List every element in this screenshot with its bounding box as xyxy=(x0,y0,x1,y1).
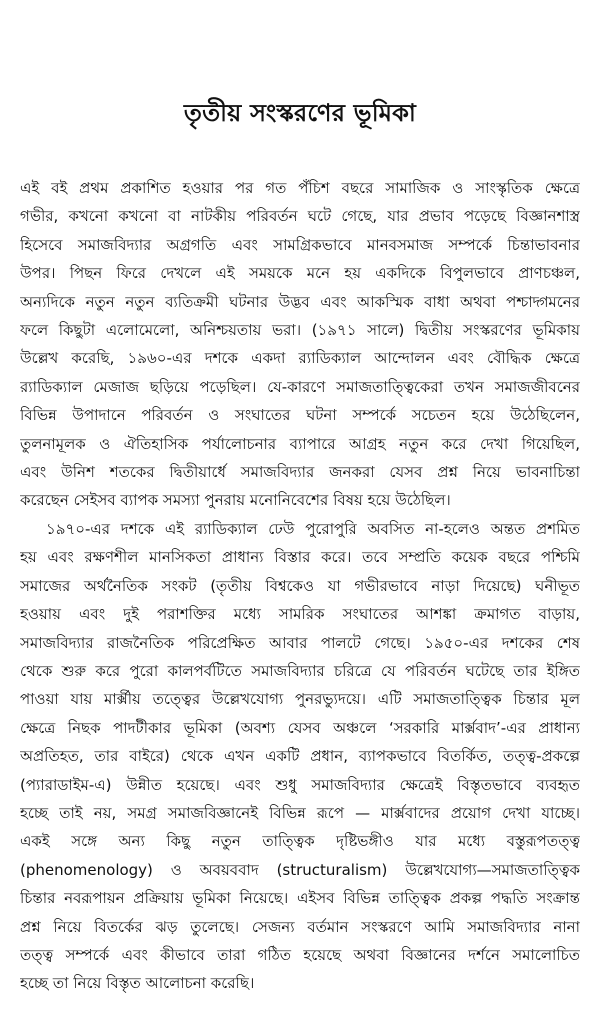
text-line: উল্লেখ করেছি, ১৯৬০-এর দশকে একদা র‍্যাডিক্যাল আন্দোলন এবং বৌদ্ধিক ক্ষেত্রে xyxy=(20,349,580,368)
page-title: তৃতীয় সংস্করণের ভূমিকা xyxy=(183,98,417,127)
text-line: হিসেবে সমাজবিদ্যার অগ্রগতি এবং সামগ্রিকভাবে মানবসমাজ সম্পর্কে চিন্তাভাবনার xyxy=(20,235,580,254)
text-line: অন্যদিকে নতুন নতুন ব্যতিক্রমী ঘটনার উদ্ভব এবং আকস্মিক বাধা অথবা পশ্চাদ্গমনের xyxy=(20,292,580,311)
text-line: করেছেন সেইসব ব্যাপক সমস্যা পুনরায় মনোনিবেশের বিষয় হয়ে উঠেছিল। xyxy=(20,491,451,510)
text-line: অপ্রতিহত, তার বাইরে) থেকে এখন একটি প্রধান, ব্যাপকভাবে বিতর্কিত, তত্ত্ব-প্রকল্পে xyxy=(20,747,580,766)
text-line: বিভিন্ন উপাদানে পরিবর্তন ও সংঘাতের ঘটনা সম্পর্কে সচেতন হয়ে উঠেছিলেন, xyxy=(20,406,580,425)
text-line: তুলনামূলক ও ঐতিহাসিক পর্যালোচনার ব্যাপারে আগ্রহ নতুন করে দেখা গিয়েছিল, xyxy=(20,434,580,453)
text-line: সমাজের অর্থনৈতিক সংকট (তৃতীয় বিশ্বকেও যা গভীরভাবে নাড়া দিয়েছে) ঘনীভূত xyxy=(20,576,580,595)
text-line: তত্ত্ব সম্পর্কে এবং কীভাবে তারা গঠিত হয়েছে অথবা বিজ্ঞানের দর্শনে সমালোচিত xyxy=(20,945,580,964)
preface-body xyxy=(20,174,580,998)
text-line: ১৯৭০-এর দশকে এই র‍্যাডিক্যাল ঢেউ পুরোপুরি অবসিত না-হলেও অন্তত প্রশমিত xyxy=(46,519,580,538)
text-line: হচ্ছে তাই নয়, সমগ্র সমাজবিজ্ঞানেই বিভিন্ন রূপে — মার্ক্সবাদের প্রয়োগ দেখা যাচ্ছে। xyxy=(20,803,580,822)
text-line: গভীর, কখনো কখনো বা নাটকীয় পরিবর্তন ঘটে গেছে, যার প্রভাব পড়েছে বিজ্ঞানশাস্ত্র xyxy=(20,207,580,226)
text-line: এবং উনিশ শতকের দ্বিতীয়ার্ধে সমাজবিদ্যার জনকরা যেসব প্রশ্ন নিয়ে ভাবনাচিন্তা xyxy=(20,463,580,482)
text-line: থেকে শুরু করে পুরো কালপর্বটিতে সমাজবিদ্যার চরিত্রে যে পরিবর্তন ঘটেছে তার ইঙ্গিত xyxy=(20,661,580,680)
text-line: হয় এবং রক্ষণশীল মানসিকতা প্রাধান্য বিস্তার করে। তবে সম্প্রতি কয়েক বছরে পশ্চিমি xyxy=(20,548,580,567)
text-line: (phenomenology) ও অবয়ববাদ (structuralism) উল্লেখযোগ্য—সমাজতাত্ত্বিক xyxy=(20,860,580,879)
text-line: একই সঙ্গে অন্য কিছু নতুন তাত্ত্বিক দৃষ্টিভঙ্গীও যার মধ্যে বস্তুরূপতত্ত্ব xyxy=(20,832,580,851)
text-line: ফলে কিছুটা এলোমেলো, অনিশ্চয়তায় ভরা। (১৯৭১ সালে) দ্বিতীয় সংস্করণের ভূমিকায় xyxy=(20,321,580,340)
text-line: ক্ষেত্রে নিছক পাদটীকার ভূমিকা (অবশ্য যেসব অঞ্চলে ‘সরকারি মার্ক্সবাদ’-এর প্রাধান্য xyxy=(20,718,580,737)
text-line: প্রশ্ন নিয়ে বিতর্কের ঝড় তুলেছে। সেজন্য বর্তমান সংস্করণে আমি সমাজবিদ্যার নানা xyxy=(20,917,580,936)
text-line: এই বই প্রথম প্রকাশিত হওয়ার পর গত পঁচিশ বছরে সামাজিক ও সাংস্কৃতিক ক্ষেত্রে xyxy=(20,179,580,197)
text-line: সমাজবিদ্যার রাজনৈতিক পরিপ্রেক্ষিত আবার পালটে গেছে। ১৯৫০-এর দশকের শেষ xyxy=(20,633,580,652)
text-line: চিন্তার নবরূপায়ন প্রক্রিয়ায় ভূমিকা নিয়েছে। এইসব বিভিন্ন তাত্ত্বিক প্রকল্প পদ্ধতি সংক্রান্ত xyxy=(20,889,580,908)
text-line: হওয়ায় এবং দুই পরাশক্তির মধ্যে সামরিক সংঘাতের আশঙ্কা ক্রমাগত বাড়ায়, xyxy=(20,605,580,624)
text-line: র‍্যাডিক্যাল মেজাজ ছড়িয়ে পড়েছিল। যে-কারণে সমাজতাত্ত্বিকেরা তখন সমাজজীবনের xyxy=(20,377,580,396)
text-line: পাওয়া যায় মার্ক্সীয় তত্ত্বের উল্লেখযোগ্য পুনরভ্যুদয়ে। এটি সমাজতাত্ত্বিক চিন্তার মূল xyxy=(20,690,580,709)
text-line: (প্যারাডাইম-এ) উন্নীত হয়েছে। এবং শুধু সমাজবিদ্যার ক্ষেত্রেই বিস্তৃতভাবে ব্যবহৃত xyxy=(20,775,580,794)
text-line: উপর। পিছন ফিরে দেখলে এই সময়কে মনে হয় একদিকে বিপুলভাবে প্রাণচঞ্চল, xyxy=(20,264,580,283)
text-line: হচ্ছে তা নিয়ে বিস্তৃত আলোচনা করেছি। xyxy=(20,974,255,993)
